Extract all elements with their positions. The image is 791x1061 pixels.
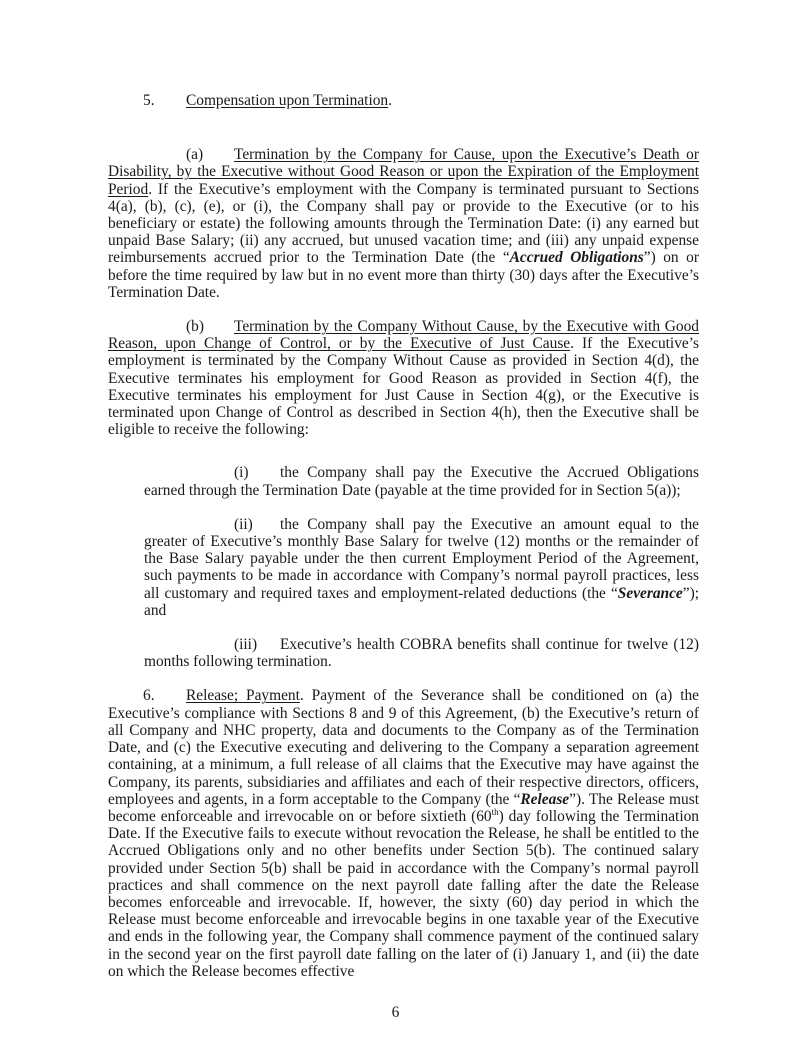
item-i [144, 464, 699, 498]
item-label: (ii) [234, 515, 253, 533]
defined-term: Release [520, 790, 570, 808]
defined-term: Accrued Obligations [509, 249, 644, 267]
document-page [108, 0, 699, 980]
paragraph-5b [108, 318, 699, 438]
ordinal-suffix: th [491, 806, 499, 817]
item-text: the Company shall pay the Executive the Accrued Obligations earned through the Termination Date (payable at the time provided for in Section 5(a)); [144, 464, 699, 499]
section-title: Compensation upon Termination [186, 92, 389, 109]
paragraph-text: . If the Executive’s employment is terminated by the Company Without Cause as provided in Section 4(d), the Executive terminates his employment for Good Reason as provided in Section 4(f), the Executive terminates his employment for Just Cause in Section 4(g), or the Executive is terminated upon Change of Control as described in Section 4(h), then the Executive shall be eligible to receive the following: [108, 335, 699, 439]
section-title: Release; Payment [186, 687, 300, 705]
defined-term: Severance [617, 584, 683, 602]
item-text: Executive’s health COBRA benefits shall continue for twelve (12) months following termination. [144, 636, 699, 671]
paragraph-text: ”) on or before the time required by law but in no event more than thirty (30) days after the Executive’s Termination Date. [108, 249, 699, 301]
paragraph-text: . If the Executive’s employment with the Company is terminated pursuant to Sections 4(a), (b), (c), (e), or (i), the Company shall pay or provide to the Executive (or to his beneficiary or estate) the following amounts through the Termination Date: (i) any earned but unpaid Base Salary; (ii) any accrued, but unused vacation time; and (iii) any unpaid expense reimbursements accrued prior to the Termination Date (the “ [108, 180, 699, 267]
section-number: 5. [143, 92, 155, 109]
section-5-heading [108, 92, 699, 109]
item-ii [144, 516, 699, 619]
punctuation: . [388, 92, 392, 109]
paragraph-label: (a) [186, 146, 204, 164]
paragraph-label: (b) [186, 318, 204, 336]
paragraph-heading: Termination by the Company Without Cause, by the Executive with Good Reason, upon Change of Control, or by the Executive of Just Cause [108, 318, 699, 353]
section-text: . Payment of the Severance shall be conditioned on (a) the Executive’s compliance with Sections 8 and 9 of this Agreement, (b) the Executive’s return of all Company and NHC property, data and documents to the Company as of the Termination Date, and (c) the Executive executing and delivering to the Company a separation agreement containing, at a minimum, a full release of all claims that the Executive may have against the Company, its parents, subsidiaries and affiliates and each of their respective directors, officers, employees and agents, in a form acceptable to the Company (the “ [108, 687, 700, 808]
section-text: ) day following the Termination Date. If the Executive fails to execute without revocation the Release, he shall be entitled to the Accrued Obligations only and no other benefits under Section 5(b). The continued salary provided under Section 5(b) shall be paid in accordance with the Company’s normal payroll practices and shall commence on the next payroll date falling after the date the Release becomes enforceable and irrevocable. If, however, the sixty (60) day period in which the Release must become enforceable and irrevocable begins in one taxable year of the Executive and ends in the following year, the Company shall commence payment of the continued salary in the second year on the first payroll date falling on the later of (i) January 1, and (ii) the date on which the Release becomes effective [108, 807, 699, 980]
item-text: the Company shall pay the Executive an amount equal to the greater of Executive’s monthly Base Salary for twelve (12) months or the remainder of the Base Salary payable under the then current Employment Period of the Agreement, such payments to be made in accordance with Company’s normal payroll practices, less all customary and required taxes and employment-related deductions (the “ [144, 515, 699, 602]
item-label: (i) [234, 464, 249, 482]
section-number: 6. [143, 687, 155, 705]
paragraph-5a [108, 146, 699, 301]
section-6 [108, 687, 699, 979]
page-number: 6 [391, 1003, 400, 1021]
paragraph-heading: Termination by the Company for Cause, upon the Executive’s Death or Disability, by the Executive without Good Reason or upon the Expiration of the Employment Period [108, 146, 699, 198]
item-iii [144, 636, 699, 670]
item-label: (iii) [234, 636, 258, 654]
section-text: ”). The Release must become enforceable and irrevocable on or before sixtieth (60 [108, 790, 699, 825]
item-text: ”); and [144, 584, 699, 619]
